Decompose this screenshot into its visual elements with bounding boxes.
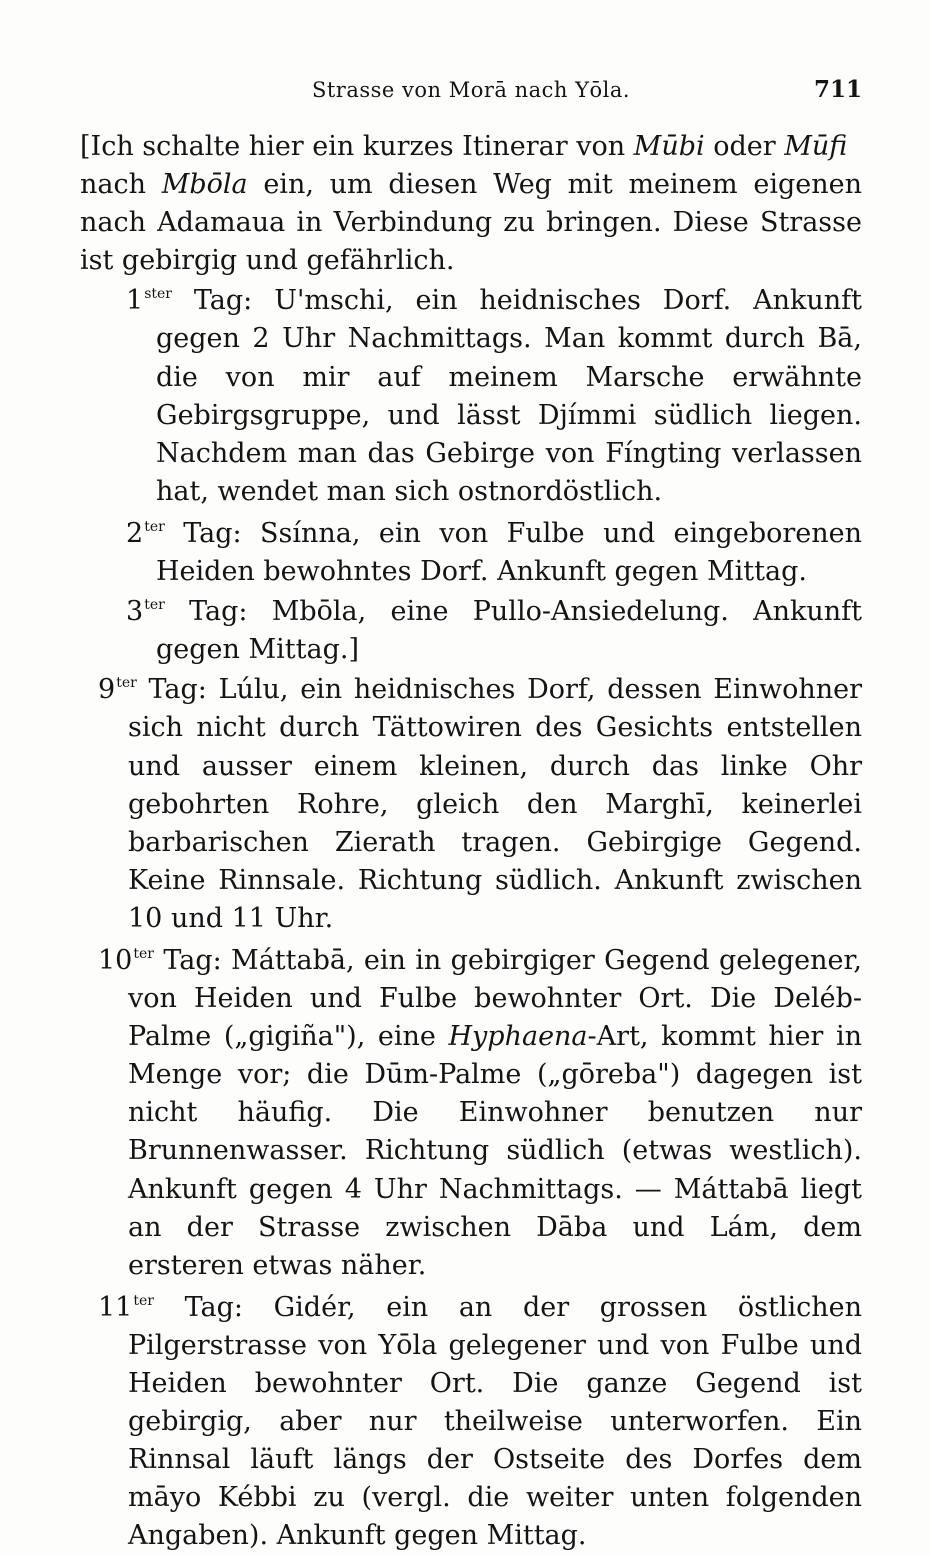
entry-text: -Art, kommt hier in Menge vor; die Dūm-Palme („gōreba") dagegen ist nicht häufig. Die Einwohner benutzen nur Brunnenwasser. Richtung südlich (etwas westlich). Ankunft gegen 4 Uhr Nachmittags. — Máttabā liegt an der Strasse zwischen Dāba und Lám, dem ersteren etwas näher. — [128, 1021, 862, 1281]
entry-text: Tag: Máttabā, ein in gebirgiger Gegend gelegener, von Heiden und Fulbe bewohnter Ort. Die Deléb-Palme („gigiña"), eine — [128, 944, 862, 1053]
day-number: 11 — [98, 1291, 133, 1323]
day-ordinal-suffix: ter — [133, 1292, 154, 1309]
itinerary-entry-day-9 — [80, 671, 862, 938]
intro-text: ein, um diesen Weg mit meinem eigenen nach Adamaua in Verbindung zu bringen. Diese Strasse ist gebirgig und gefährlich. — [80, 169, 862, 277]
body-text — [80, 128, 862, 1555]
day-number: 2 — [126, 517, 144, 549]
day-ordinal-suffix: ter — [144, 518, 165, 535]
intro-text: [Ich schalte hier ein kurzes Itinerar von — [80, 131, 634, 162]
day-ordinal-suffix: ter — [116, 675, 137, 692]
place-name: Mūfi — [784, 131, 848, 162]
entry-text: Tag: Lúlu, ein heidnisches Dorf, dessen Einwohner sich nicht durch Tättowiren des Gesichts entstellen und ausser einem kleinen, durch das linke Ohr gebohrten Rohre, gleich den Marghī, keinerlei barbarischen Zierath tragen. Gebirgige Gegend. Keine Rinnsale. Richtung südlich. Ankunft zwischen 10 und 11 Uhr. — [128, 674, 862, 934]
species-name: Hyphaena — [448, 1021, 588, 1053]
entry-text: Tag: Ssínna, ein von Fulbe und eingeborenen Heiden bewohntes Dorf. Ankunft gegen Mittag. — [156, 517, 862, 588]
day-number: 3 — [126, 596, 144, 628]
running-head — [80, 76, 862, 106]
page-number: 711 — [813, 76, 862, 103]
intro-text: nach — [80, 169, 162, 201]
entry-text: Tag: Mbōla, eine Pullo-Ansiedelung. Ankunft gegen Mittag.] — [156, 596, 862, 666]
entry-text: Tag: U'mschi, ein heidnisches Dorf. Ankunft gegen 2 Uhr Nachmittags. Man kommt durch Bā, die von mir auf meinem Marsche erwähnte Gebirgsgruppe, und lässt Djímmi südlich liegen. Nachdem man das Gebirge von Fíngting verlassen hat, wendet man sich ostnordöstlich. — [156, 285, 862, 507]
itinerary-entry-day-1 — [80, 282, 862, 511]
day-ordinal-suffix: ter — [133, 945, 154, 962]
day-number: 10 — [98, 944, 133, 976]
itinerary-entry-day-3 — [80, 593, 862, 669]
running-title: Strasse von Morā nach Yōla. — [311, 78, 631, 102]
day-number: 9 — [98, 674, 116, 706]
day-ordinal-suffix: ter — [144, 597, 165, 614]
entry-text: Tag: Gidér, ein an der grossen östlichen Pilgerstrasse von Yōla gelegener und von Fulbe und Heiden bewohnter Ort. Die ganze Gegend ist gebirgig, aber nur theilweise unterworfen. Ein Rinnsal läuft längs der Ostseite des Dorfes dem māyo Kébbi zu (vergl. die weiter unten folgenden Angaben). Ankunft gegen Mittag. — [128, 1291, 862, 1552]
itinerary-entry-day-11 — [80, 1289, 862, 1555]
itinerary-entry-day-10 — [80, 942, 862, 1285]
intro-paragraph — [80, 128, 862, 280]
day-ordinal-suffix: ster — [144, 286, 172, 303]
intro-text: oder — [704, 131, 785, 162]
day-number: 1 — [126, 285, 144, 317]
place-name: Mūbi — [633, 131, 705, 162]
place-name: Mbōla — [161, 169, 248, 201]
itinerary-entry-day-2 — [80, 515, 862, 591]
